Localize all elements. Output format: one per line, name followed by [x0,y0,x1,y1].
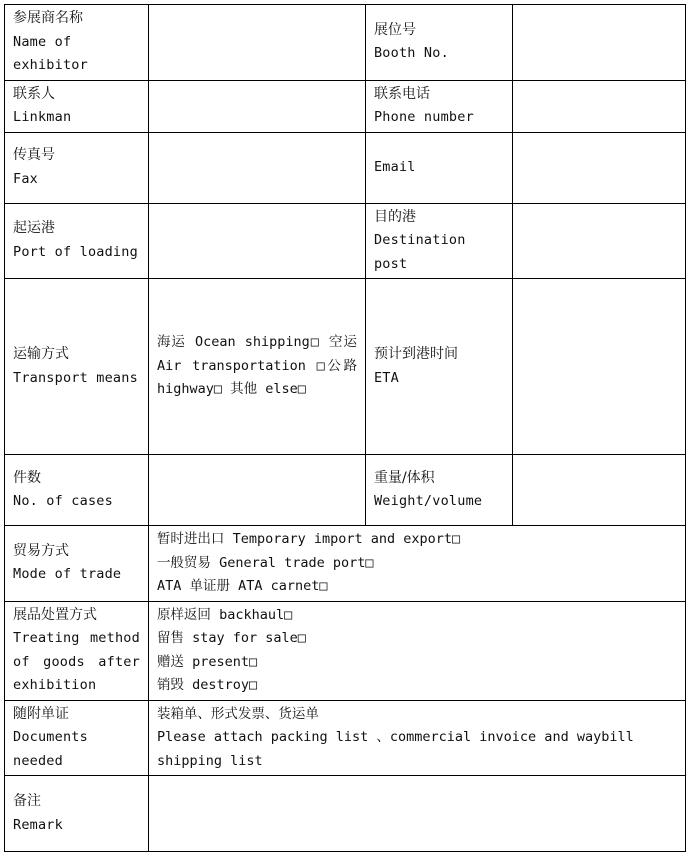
label-remark [5,776,149,852]
label-booth-no [365,5,512,81]
documents-value-en: Please attach packing list 、commercial invoice and waybill shipping list [156,729,634,769]
label-trade-mode [5,526,149,602]
row-documents [5,700,686,776]
treating-options [148,601,685,700]
label-exhibitor-name [5,5,149,81]
option-stay-for-sale[interactable]: 留售 stay for sale□ [156,630,306,646]
option-temporary-import[interactable]: 暂时进出口 Temporary import and export□ [156,531,461,547]
label-en: Phone number [373,109,474,125]
label-zh: 传真号 [13,147,55,163]
row-contact [5,80,686,132]
label-zh: 展品处置方式 [13,606,97,623]
label-destination [365,203,512,279]
option-destroy[interactable]: 销毁 destroy□ [156,677,258,693]
field-phone[interactable] [513,80,686,132]
label-phone [365,80,512,132]
label-en: Transport means [13,369,138,386]
row-fax-email [5,132,686,203]
label-weight [365,455,512,526]
label-transport [5,279,149,455]
label-linkman [5,80,149,132]
field-cases[interactable] [148,455,365,526]
field-exhibitor-name[interactable] [148,5,365,81]
label-en: Documents needed [13,729,88,769]
row-exhibitor [5,5,686,81]
label-en: No. of cases [13,493,113,509]
row-ports [5,203,686,279]
label-en: Name of exhibitor [13,33,88,73]
transport-options[interactable]: 海运 Ocean shipping□ 空运 Air transportation □公路 highway□ 其他 else□ [148,279,365,455]
label-en: ETA [373,369,399,386]
row-transport [5,279,686,455]
label-zh: 随附单证 [13,705,69,722]
row-remark [5,776,686,852]
option-ata-carnet[interactable]: ATA 单证册 ATA carnet□ [156,578,328,594]
label-zh: 联系人 [13,85,55,102]
documents-value [148,700,685,776]
option-present[interactable]: 赠送 present□ [156,653,258,670]
label-zh: 起运港 [13,220,55,237]
label-en: Booth No. [373,45,449,62]
row-cases [5,455,686,526]
label-en: Port of loading [13,243,138,260]
label-en: Destination post [373,232,466,272]
label-zh: 预计到港时间 [373,346,458,362]
field-port-loading[interactable] [148,203,365,279]
field-destination[interactable] [513,203,686,279]
label-port-loading [5,203,149,279]
option-backhaul[interactable]: 原样返回 backhaul□ [156,606,293,623]
label-zh: 运输方式 [13,346,69,362]
label-zh: 联系电话 [373,85,430,102]
label-treating [5,601,149,700]
label-zh: 备注 [13,793,41,809]
field-linkman[interactable] [148,80,365,132]
label-en: Mode of trade [13,566,122,583]
option-general-trade[interactable]: 一般贸易 General trade port□ [156,554,374,571]
label-zh: 展位号 [373,21,416,38]
label-cases [5,455,149,526]
label-zh: 贸易方式 [13,542,69,559]
row-trade-mode [5,526,686,602]
field-eta[interactable] [513,279,686,455]
label-zh: 件数 [13,469,41,486]
documents-value-zh: 装箱单、形式发票、货运单 [156,705,319,722]
row-treating [5,601,686,700]
label-en: Treating method of goods after exhibition [13,630,140,693]
field-weight[interactable] [513,455,686,526]
label-email [365,132,512,203]
label-zh: 目的港 [373,208,416,225]
label-fax [5,132,149,203]
exhibitor-shipping-form [4,4,686,852]
label-en: Remark [13,816,63,833]
field-remark[interactable] [148,776,685,852]
label-en: Fax [13,170,38,187]
trade-mode-options [148,526,685,602]
label-documents [5,700,149,776]
field-email[interactable] [513,132,686,203]
label-eta [365,279,512,455]
label-en: Linkman [13,109,72,125]
label-zh: 重量/体积 [373,469,435,486]
field-booth-no[interactable] [513,5,686,81]
field-fax[interactable] [148,132,365,203]
label-en: Email [373,158,416,175]
label-en: Weight/volume [373,493,483,509]
label-zh: 参展商名称 [13,10,83,26]
